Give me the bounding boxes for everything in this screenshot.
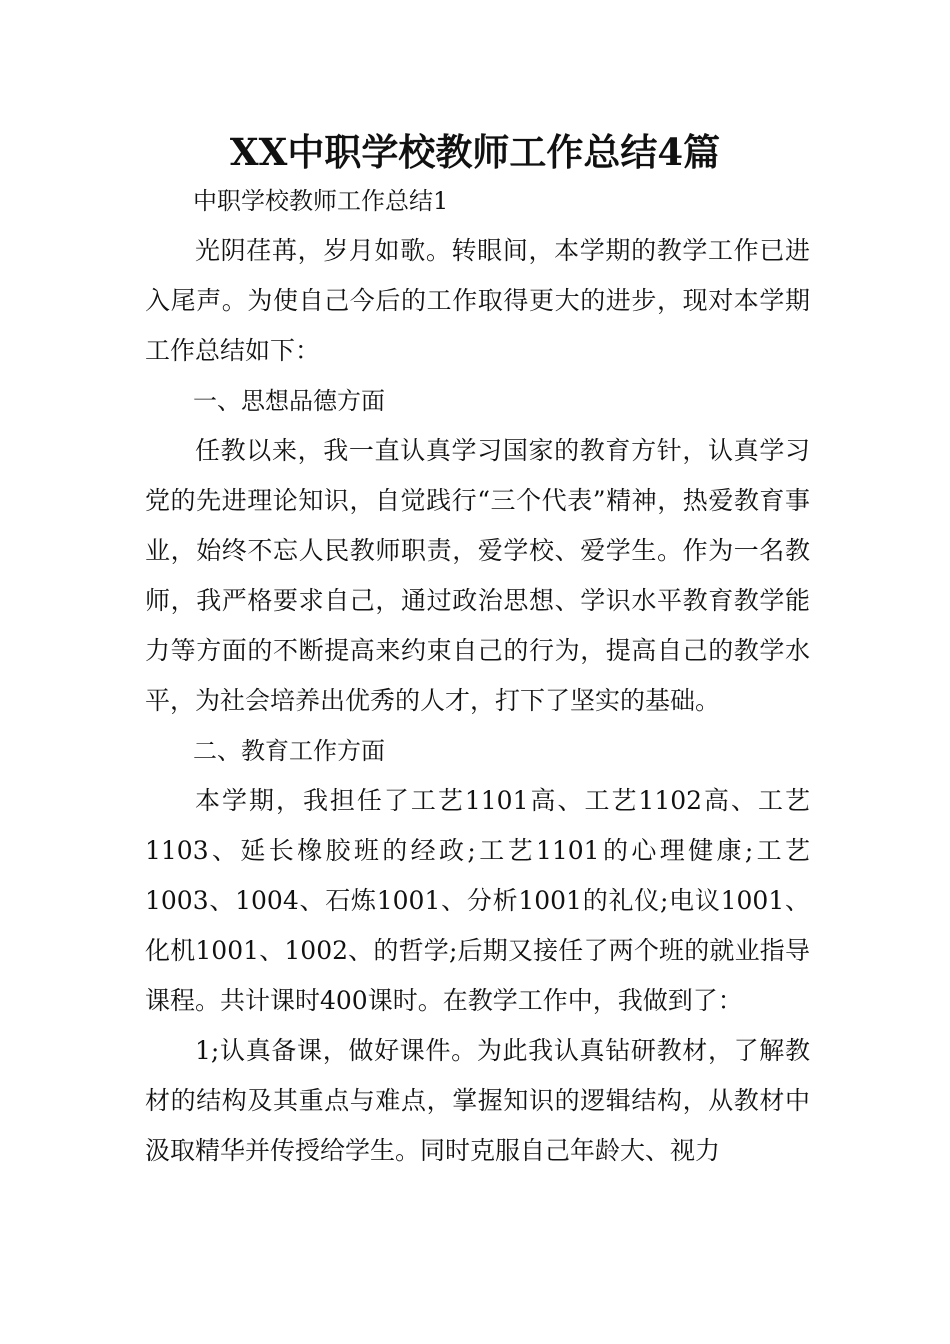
paragraph: 本学期，我担任了工艺1101高、工艺1102高、工艺1103、延长橡胶班的经政;工艺1101的心理健康;工艺1003、1004、石炼1001、分析1001的礼仪;电议1001、化机1001、1002、的哲学;后期又接任了两个班的就业指导课程。共计课时400课时。在教学工作中，我做到了： [145,786,810,1015]
document-body [145,176,810,1176]
document-title: XX中职学校教师工作总结4篇 [229,130,721,174]
paragraph: 任教以来，我一直认真学习国家的教育方针，认真学习党的先进理论知识，自觉践行“三个代表”精神，热爱教育事业，始终不忘人民教师职责，爱学校、爱学生。作为一名教师，我严格要求自己，通过政治思想、学识水平教育教学能力等方面的不断提高来约束自己的行为，提高自己的教学水平，为社会培养出优秀的人才，打下了坚实的基础。 [145,436,810,715]
paragraph: 1;认真备课，做好课件。为此我认真钻研教材，了解教材的结构及其重点与难点，掌握知识的逻辑结构，从教材中汲取精华并传授给学生。同时克服自己年龄大、视力 [145,1036,810,1165]
paragraph: 光阴荏苒，岁月如歌。转眼间，本学期的教学工作已进入尾声。为使自己今后的工作取得更大的进步，现对本学期工作总结如下： [145,236,810,365]
section-heading: 一、思想品德方面 [193,387,385,415]
section-subtitle: 中职学校教师工作总结1 [193,187,449,215]
section-heading: 二、教育工作方面 [193,737,385,765]
